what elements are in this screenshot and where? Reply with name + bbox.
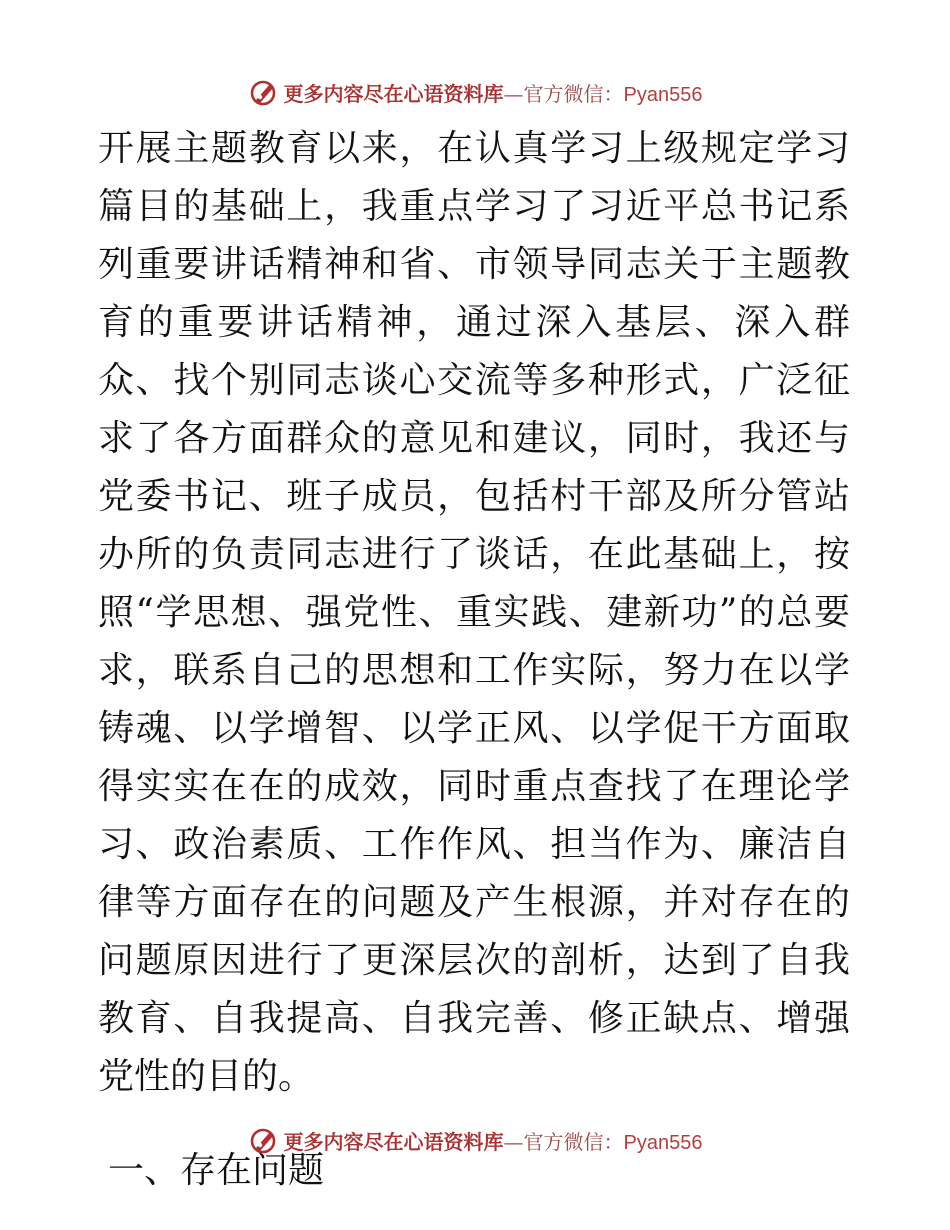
document-body — [98, 120, 850, 1200]
header-banner — [0, 72, 950, 112]
banner-separator: — — [503, 1129, 524, 1154]
banner-wechat-label: 官方微信： — [523, 81, 624, 106]
banner-main: 更多内容尽在心语资料库 — [283, 1129, 504, 1154]
banner-text — [284, 78, 703, 107]
banner-wechat-id: Pyan556 — [623, 83, 703, 106]
pen-nib-logo-icon — [248, 1124, 280, 1156]
banner-text — [284, 1126, 703, 1155]
banner-wechat-label: 官方微信： — [523, 1129, 624, 1154]
banner-separator: — — [503, 81, 524, 106]
section-heading: 一、存在问题 — [108, 1150, 325, 1191]
body-paragraph: 开展主题教育以来，在认真学习上级规定学习篇目的基础上，我重点学习了习近平总书记系列重要讲话精神和省、市领导同志关于主题教育的重要讲话精神，通过深入基层、深入群众、找个别同志谈心交流等多种形式，广泛征求了各方面群众的意见和建议，同时，我还与党委书记、班子成员，包括村干部及所分管站办所的负责同志进行了谈话，在此基础上，按照“学思想、强党性、重实践、建新功”的总要求，联系自己的思想和工作实际，努力在以学铸魂、以学增智、以学正风、以学促干方面取得实实在在的成效，同时重点查找了在理论学习、政治素质、工作作风、担当作为、廉洁自律等方面存在的问题及产生根源，并对存在的问题原因进行了更深层次的剖析，达到了自我教育、自我提高、自我完善、修正缺点、增强党性的目的。 — [98, 128, 850, 1097]
banner-main: 更多内容尽在心语资料库 — [283, 81, 504, 106]
footer-banner — [0, 1120, 950, 1160]
banner-wechat-id: Pyan556 — [623, 1131, 703, 1154]
pen-nib-logo-icon — [248, 76, 280, 108]
